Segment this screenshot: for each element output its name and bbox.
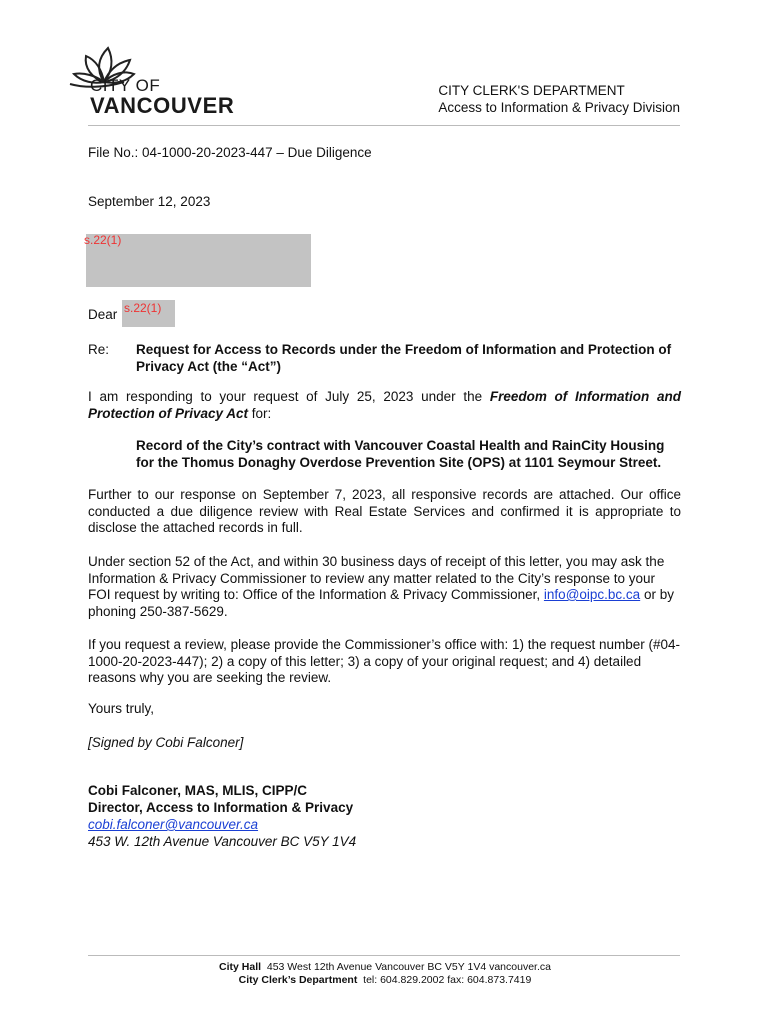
salutation: Dear [88,307,118,322]
footer-line-2 [0,974,770,987]
redacted-address-block [86,234,311,287]
intro-paragraph [88,389,681,422]
review-paragraph [88,554,681,620]
intro-text: I am responding to your request of July 25, 2023 under the [88,389,490,404]
header-divider [88,125,680,126]
signer-name: Cobi Falconer, MAS, MLIS, CIPP/C [88,783,308,798]
file-number: File No.: 04-1000-20-2023-447 – Due Diligence [88,145,372,160]
oipc-email-link[interactable]: info@oipc.bc.ca [543,587,641,602]
review-text: Under section 52 of the Act, and within 30 business days of receipt of this letter, you may ask the Information & Privacy Commissioner to review any matter related to the City’s response to your FOI request by writing to: Office of the Information & Privacy Commissioner, [88,554,665,602]
department-header [438,82,680,116]
review-instructions: If you request a review, please provide the Commissioner’s office with: 1) the request number (#04-1000-20-2023-447); 2) a copy of this letter; 3) a copy of your original request; and 4) detailed reasons why you are seeking the review. [88,637,681,685]
signature-block [88,782,356,850]
logo-city-of: CITY OF [90,76,161,95]
signer-address: 453 W. 12th Avenue Vancouver BC V5Y 1V4 [88,834,357,849]
footer-divider [88,955,680,956]
requested-record: Record of the City’s contract with Vancouver Coastal Health and RainCity Housing for the Thomus Donaghy Overdose Prevention Site (OPS) at 1101 Seymour Street. [136,438,665,470]
division-name: Access to Information & Privacy Division [438,100,680,115]
footer-city-hall-label: City Hall [219,961,262,973]
signer-email-link[interactable]: cobi.falconer@vancouver.ca [88,817,259,832]
footer [0,961,770,987]
re-label: Re: [88,342,110,357]
response-paragraph: Further to our response on September 7, 2023, all responsive records are attached. Our office conducted a due diligence review with Real Estate Services and confirmed it is appropriate to disclose the attached records in full. [88,487,681,535]
intro-after: for: [248,405,272,421]
signer-title: Director, Access to Information & Privacy [88,800,354,815]
footer-clerk-contact: tel: 604.829.2002 fax: 604.873.7419 [363,974,532,986]
city-logo [64,44,254,122]
redaction-tag: s.22(1) [124,301,162,315]
act-name: Freedom of Information and Protection of Privacy Act [88,389,681,421]
footer-clerk-label: City Clerk’s Department [238,974,358,986]
logo-vancouver: VANCOUVER [90,93,235,118]
footer-city-hall-address: 453 West 12th Avenue Vancouver BC V5Y 1V4 vancouver.ca [266,961,551,973]
footer-line-1 [0,961,770,974]
letter-date: September 12, 2023 [88,194,211,209]
redaction-tag: s.22(1) [84,233,122,247]
signed-note: [Signed by Cobi Falconer] [88,735,244,750]
review-after: or by phoning 250-387-5629. [88,587,674,619]
re-subject: Request for Access to Records under the Freedom of Information and Protection of Privacy Act (the “Act”) [136,342,672,374]
department-name: CITY CLERK'S DEPARTMENT [438,83,625,98]
redacted-name-block [122,300,175,327]
closing: Yours truly, [88,701,155,716]
